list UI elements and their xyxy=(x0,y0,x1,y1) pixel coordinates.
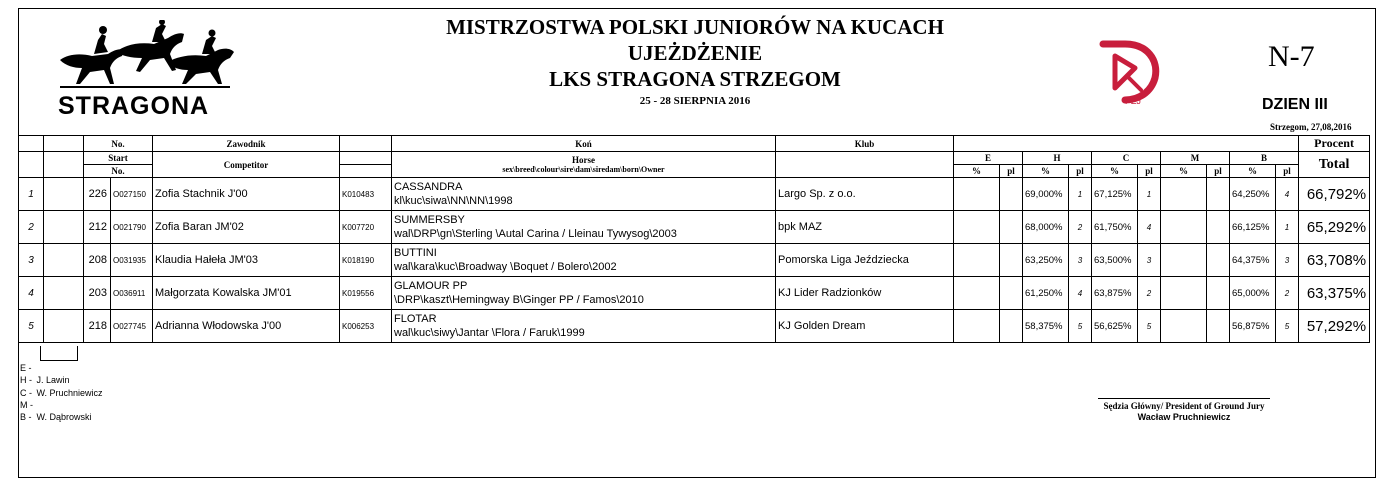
brand-name: STRAGONA xyxy=(58,92,210,120)
empty-cell xyxy=(44,178,84,211)
judge-place: 2 xyxy=(1276,277,1299,310)
judge-percent: 67,125% xyxy=(1092,178,1138,211)
judge-percent: 61,750% xyxy=(1092,211,1138,244)
header-horse-label: Horse xyxy=(572,155,595,165)
judge-place: 4 xyxy=(1069,277,1092,310)
header-rider: Zawodnik xyxy=(153,136,340,152)
judge-percent: 66,125% xyxy=(1230,211,1276,244)
header-club: Klub xyxy=(776,136,954,152)
judge-percent xyxy=(954,310,1000,343)
horse-name: SUMMERSBY xyxy=(394,214,465,226)
signature-block xyxy=(1090,398,1278,422)
pct-header: % xyxy=(1230,165,1276,178)
judge-place: 3 xyxy=(1276,244,1299,277)
signature-role: Sędzia Główny/ President of Ground Jury xyxy=(1103,401,1265,411)
judge-percent: 63,875% xyxy=(1092,277,1138,310)
event-dates: 25 - 28 SIERPNIA 2016 xyxy=(639,95,751,107)
header-horse xyxy=(392,152,776,178)
header-no: No. xyxy=(84,136,153,152)
judge-place xyxy=(1207,310,1230,343)
judge-percent: 63,500% xyxy=(1092,244,1138,277)
pct-header: % xyxy=(1161,165,1207,178)
total-percent: 63,375% xyxy=(1299,277,1370,310)
stragona-logo xyxy=(50,20,240,125)
judge-percent xyxy=(954,277,1000,310)
pl-header: pl xyxy=(1069,165,1092,178)
judge-place xyxy=(1000,211,1023,244)
event-title-block xyxy=(380,14,1010,107)
horse-info: wal\DRP\gn\Sterling \Autal Carina / Lleinau Tywysog\2003 xyxy=(394,228,677,240)
judge-percent xyxy=(954,211,1000,244)
judge-percent: 56,625% xyxy=(1092,310,1138,343)
horse-id: K007720 xyxy=(340,211,392,244)
judge-percent: 61,250% xyxy=(1023,277,1069,310)
judge-line-c: C - W. Pruchniewicz xyxy=(20,387,103,398)
empty-box xyxy=(40,346,78,361)
judge-place: 5 xyxy=(1069,310,1092,343)
judge-percent xyxy=(1161,244,1207,277)
total-percent: 63,708% xyxy=(1299,244,1370,277)
judge-place xyxy=(1207,178,1230,211)
table-row xyxy=(19,244,1370,277)
judge-percent: 65,000% xyxy=(1230,277,1276,310)
horse-id: K010483 xyxy=(340,178,392,211)
table-row xyxy=(19,310,1370,343)
club-name: KJ Lider Radzionków xyxy=(776,277,954,310)
judge-place: 2 xyxy=(1069,211,1092,244)
pct-header: % xyxy=(1092,165,1138,178)
judge-place: 4 xyxy=(1138,211,1161,244)
table-row xyxy=(19,211,1370,244)
judge-percent xyxy=(1161,277,1207,310)
rank-cell: 4 xyxy=(19,277,44,310)
rider-id: O021790 xyxy=(111,211,153,244)
judge-percent: 64,250% xyxy=(1230,178,1276,211)
judge-place xyxy=(1000,178,1023,211)
horse-id: K018190 xyxy=(340,244,392,277)
rank-cell: 2 xyxy=(19,211,44,244)
rank-cell: 3 xyxy=(19,244,44,277)
pct-header: % xyxy=(1023,165,1069,178)
judge-place: 2 xyxy=(1138,277,1161,310)
judge-place: 5 xyxy=(1138,310,1161,343)
pl-header: pl xyxy=(1138,165,1161,178)
judge-place: 1 xyxy=(1069,178,1092,211)
judge-line-e: E - xyxy=(20,363,32,373)
pl-header: pl xyxy=(1000,165,1023,178)
rider-id: O027150 xyxy=(111,178,153,211)
horse-cell xyxy=(392,211,776,244)
judge-place xyxy=(1207,277,1230,310)
competition-code: N-7 xyxy=(1268,40,1315,73)
horse-cell xyxy=(392,310,776,343)
horse-name: BUTTINI xyxy=(394,247,437,259)
club-name: bpk MAZ xyxy=(776,211,954,244)
judge-percent: 64,375% xyxy=(1230,244,1276,277)
judge-percent: 56,875% xyxy=(1230,310,1276,343)
horse-info: kl\kuc\siwa\NN\NN\1998 xyxy=(394,195,513,207)
header-total: Total xyxy=(1299,152,1370,178)
horse-name: CASSANDRA xyxy=(394,181,463,193)
judge-line-m: M - xyxy=(20,399,33,410)
horse-id: K019556 xyxy=(340,277,392,310)
judge-percent: 68,000% xyxy=(1023,211,1069,244)
results-table xyxy=(18,135,1370,343)
rider-name: Małgorzata Kowalska JM'01 xyxy=(153,277,340,310)
judge-percent: 58,375% xyxy=(1023,310,1069,343)
rider-name: Adrianna Włodowska J'00 xyxy=(153,310,340,343)
rider-name: Klaudia Hałeła JM'03 xyxy=(153,244,340,277)
judge-place xyxy=(1000,277,1023,310)
judge-line-h: H - J. Lawin xyxy=(20,375,70,386)
pct-header: % xyxy=(954,165,1000,178)
club-name: KJ Golden Dream xyxy=(776,310,954,343)
judge-percent xyxy=(1161,211,1207,244)
horse-cell xyxy=(392,277,776,310)
total-percent: 65,292% xyxy=(1299,211,1370,244)
judge-percent: 69,000% xyxy=(1023,178,1069,211)
judge-percent xyxy=(954,178,1000,211)
pl-header: pl xyxy=(1207,165,1230,178)
judge-place: 5 xyxy=(1276,310,1299,343)
judge-percent: 63,250% xyxy=(1023,244,1069,277)
empty-cell xyxy=(44,211,84,244)
judge-c-header: C xyxy=(1092,152,1161,165)
rider-id: O031935 xyxy=(111,244,153,277)
empty-cell xyxy=(44,310,84,343)
judge-percent xyxy=(1161,178,1207,211)
judge-place: 3 xyxy=(1138,244,1161,277)
rank-cell: 5 xyxy=(19,310,44,343)
horses-riders-icon xyxy=(50,20,240,100)
horse-name: FLOTAR xyxy=(394,313,437,325)
judge-percent xyxy=(954,244,1000,277)
header-percent: Procent xyxy=(1299,136,1370,152)
horse-info: wal\kara\kuc\Broadway \Boquet / Bolero\2002 xyxy=(394,261,617,273)
horse-cell xyxy=(392,178,776,211)
club-name: Pomorska Liga Jeździecka xyxy=(776,244,954,277)
horse-name: GLAMOUR PP xyxy=(394,280,468,292)
empty-cell xyxy=(44,244,84,277)
rider-id: O036911 xyxy=(111,277,153,310)
title-line-3: LKS STRAGONA STRZEGOM xyxy=(549,67,841,91)
total-percent: 66,792% xyxy=(1299,178,1370,211)
place-date: Strzegom, 27,08,2016 xyxy=(1270,122,1352,132)
empty-cell xyxy=(44,277,84,310)
judge-place xyxy=(1000,310,1023,343)
judge-place: 1 xyxy=(1276,211,1299,244)
horse-id: K006253 xyxy=(340,310,392,343)
judge-place: 4 xyxy=(1276,178,1299,211)
title-line-1: MISTRZOSTWA POLSKI JUNIORÓW NA KUCACH xyxy=(446,15,944,39)
start-number: 226 xyxy=(84,178,111,211)
pl-header: pl xyxy=(1276,165,1299,178)
judges-list xyxy=(20,362,103,423)
rank-cell: 1 xyxy=(19,178,44,211)
result-rows xyxy=(19,178,1370,343)
start-number: 212 xyxy=(84,211,111,244)
judge-b-header: B xyxy=(1230,152,1299,165)
header-start: Start xyxy=(84,152,153,165)
judge-line-b: B - W. Dąbrowski xyxy=(20,412,92,423)
header-horse-pl: Koń xyxy=(392,136,776,152)
title-line-2: UJEŻDŻENIE xyxy=(627,41,763,65)
judge-place xyxy=(1207,211,1230,244)
total-percent: 57,292% xyxy=(1299,310,1370,343)
header-competitor: Competitor xyxy=(153,152,340,178)
signature-line xyxy=(1098,398,1270,399)
start-number: 208 xyxy=(84,244,111,277)
judge-place: 3 xyxy=(1069,244,1092,277)
judge-h-header: H xyxy=(1023,152,1092,165)
judge-percent xyxy=(1161,310,1207,343)
judge-m-header: M xyxy=(1161,152,1230,165)
horse-cell xyxy=(392,244,776,277)
rider-id: O027745 xyxy=(111,310,153,343)
judge-place xyxy=(1207,244,1230,277)
horse-info: \DRP\kaszt\Hemingway B\Ginger PP / Famos\2010 xyxy=(394,294,644,306)
judge-e-header: E xyxy=(954,152,1023,165)
competition-day: DZIEN III xyxy=(1262,96,1328,113)
table-row xyxy=(19,178,1370,211)
header-no-2: No. xyxy=(84,165,153,178)
club-name: Largo Sp. z o.o. xyxy=(776,178,954,211)
start-number: 218 xyxy=(84,310,111,343)
pzj-label: PZJ xyxy=(1125,96,1142,106)
rider-name: Zofia Baran JM'02 xyxy=(153,211,340,244)
header-horse-sub: sex\breed\colour\sire\dam\siredam\born\Owner xyxy=(502,165,665,174)
start-number: 203 xyxy=(84,277,111,310)
signature-name: Wacław Pruchniewicz xyxy=(1137,412,1231,422)
table-row xyxy=(19,277,1370,310)
horse-info: wal\kuc\siwy\Jantar \Flora / Faruk\1999 xyxy=(394,327,585,339)
rider-name: Zofia Stachnik J'00 xyxy=(153,178,340,211)
judge-place xyxy=(1000,244,1023,277)
judge-place: 1 xyxy=(1138,178,1161,211)
